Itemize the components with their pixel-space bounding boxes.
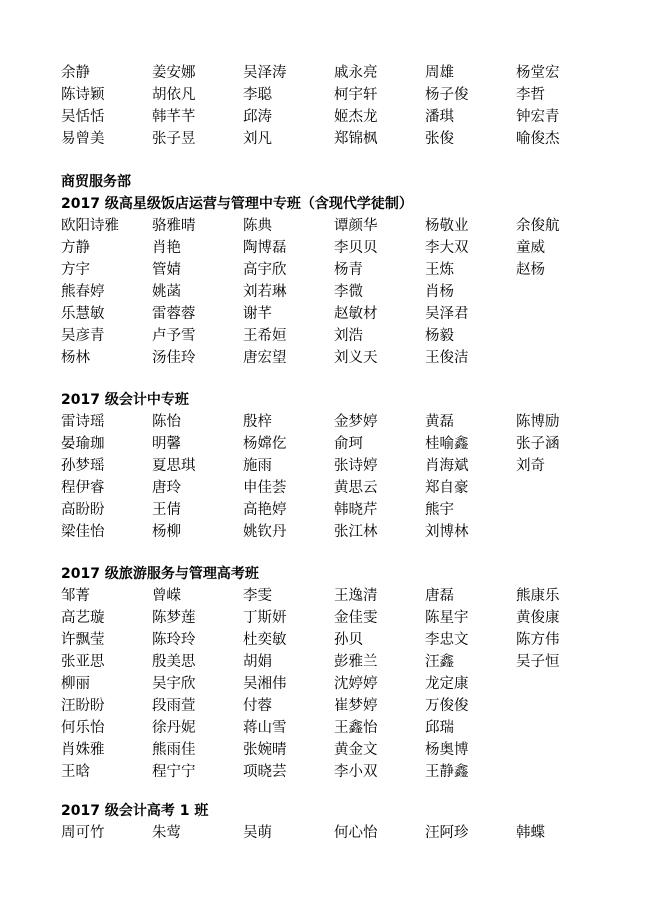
student-name: 孙贝 — [334, 632, 363, 648]
student-name: 杨子俊 — [425, 87, 469, 103]
student-name: 李大双 — [425, 240, 469, 256]
student-name: 张子昱 — [152, 131, 196, 147]
name-row — [61, 62, 641, 84]
student-name: 熊康乐 — [516, 588, 560, 604]
student-name: 俞珂 — [334, 436, 363, 452]
student-name: 汤佳玲 — [152, 350, 196, 366]
student-name: 郑自豪 — [425, 480, 469, 496]
class-heading: 2017 级会计高考 1 班 — [61, 803, 209, 819]
student-name: 韩芊芊 — [152, 109, 196, 125]
student-name: 唐玲 — [152, 480, 181, 496]
name-row — [61, 215, 641, 237]
name-row — [61, 281, 641, 303]
student-name: 熊春婷 — [61, 284, 105, 300]
student-name: 周雄 — [425, 65, 454, 81]
name-row — [61, 455, 641, 477]
student-name: 胡娟 — [243, 654, 272, 670]
department-heading: 商贸服务部 — [61, 174, 131, 190]
student-name: 明馨 — [152, 436, 181, 452]
name-row — [61, 347, 641, 369]
name-row — [61, 325, 641, 347]
student-name: 郑锦枫 — [334, 131, 378, 147]
student-name: 杨林 — [61, 350, 90, 366]
student-name: 付蓉 — [243, 698, 272, 714]
student-name: 周可竹 — [61, 825, 105, 841]
student-name: 李哲 — [516, 87, 545, 103]
name-row — [61, 651, 641, 673]
student-name: 戚永亮 — [334, 65, 378, 81]
student-name: 易曾美 — [61, 131, 105, 147]
class-heading: 2017 级旅游服务与管理高考班 — [61, 566, 259, 582]
student-name: 张子涵 — [516, 436, 560, 452]
student-name: 刘浩 — [334, 328, 363, 344]
student-name: 乐慧敏 — [61, 306, 105, 322]
student-name: 黄思云 — [334, 480, 378, 496]
student-name: 汪盼盼 — [61, 698, 105, 714]
student-name: 杨柳 — [152, 524, 181, 540]
student-name: 黄磊 — [425, 414, 454, 430]
student-name: 吴宇欣 — [152, 676, 196, 692]
student-name: 彭雅兰 — [334, 654, 378, 670]
student-name: 李微 — [334, 284, 363, 300]
student-name: 汪鑫 — [425, 654, 454, 670]
name-row — [61, 477, 641, 499]
student-name: 李雯 — [243, 588, 272, 604]
name-row — [61, 237, 641, 259]
student-name: 韩晓芹 — [334, 502, 378, 518]
student-name: 陶博磊 — [243, 240, 287, 256]
name-row — [61, 84, 641, 106]
student-name: 金佳雯 — [334, 610, 378, 626]
student-name: 段雨萱 — [152, 698, 196, 714]
student-name: 邹菁 — [61, 588, 90, 604]
student-name: 陈梦莲 — [152, 610, 196, 626]
student-name: 程宁宁 — [152, 764, 196, 780]
student-name: 熊宇 — [425, 502, 454, 518]
student-name: 刘凡 — [243, 131, 272, 147]
student-name: 何心怡 — [334, 825, 378, 841]
class-heading: 2017 级会计中专班 — [61, 392, 189, 408]
student-name: 王逸清 — [334, 588, 378, 604]
student-name: 杨毅 — [425, 328, 454, 344]
student-name: 张俊 — [425, 131, 454, 147]
name-row — [61, 585, 641, 607]
student-name: 王炼 — [425, 262, 454, 278]
student-name: 李小双 — [334, 764, 378, 780]
student-name: 卢予雪 — [152, 328, 196, 344]
student-name: 方静 — [61, 240, 90, 256]
student-name: 何乐怡 — [61, 720, 105, 736]
student-name: 高宇欣 — [243, 262, 287, 278]
student-name: 谭颜华 — [334, 218, 378, 234]
student-name: 李聪 — [243, 87, 272, 103]
student-name: 徐丹妮 — [152, 720, 196, 736]
name-row — [61, 259, 641, 281]
student-name: 高艺璇 — [61, 610, 105, 626]
student-name: 唐宏望 — [243, 350, 287, 366]
student-name: 肖艳 — [152, 240, 181, 256]
student-name: 唐磊 — [425, 588, 454, 604]
student-name: 黄俊康 — [516, 610, 560, 626]
student-name: 张亚思 — [61, 654, 105, 670]
student-name: 崔梦婷 — [334, 698, 378, 714]
student-name: 项晓芸 — [243, 764, 287, 780]
student-name: 肖姝雅 — [61, 742, 105, 758]
student-name: 刘博林 — [425, 524, 469, 540]
student-name: 杜奕敏 — [243, 632, 287, 648]
student-name: 刘若琳 — [243, 284, 287, 300]
student-name: 邱涛 — [243, 109, 272, 125]
student-name: 邱瑞 — [425, 720, 454, 736]
student-name: 汪阿珍 — [425, 825, 469, 841]
student-name: 王晗 — [61, 764, 90, 780]
student-name: 方宇 — [61, 262, 90, 278]
student-name: 姚菡 — [152, 284, 181, 300]
name-row — [61, 629, 641, 651]
name-row — [61, 717, 641, 739]
student-name: 吴湘伟 — [243, 676, 287, 692]
student-name: 黄金文 — [334, 742, 378, 758]
name-row — [61, 695, 641, 717]
student-name: 钟宏青 — [516, 109, 560, 125]
student-name: 孙梦瑶 — [61, 458, 105, 474]
student-name: 陈怡 — [152, 414, 181, 430]
student-name: 张诗婷 — [334, 458, 378, 474]
student-name: 杨敬业 — [425, 218, 469, 234]
student-name: 杨奥博 — [425, 742, 469, 758]
name-row — [61, 411, 641, 433]
student-name: 蒋山雪 — [243, 720, 287, 736]
student-name: 喻俊杰 — [516, 131, 560, 147]
name-row — [61, 128, 641, 150]
student-name: 欧阳诗雅 — [61, 218, 119, 234]
student-name: 万俊俊 — [425, 698, 469, 714]
student-name: 陈方伟 — [516, 632, 560, 648]
student-name: 张江林 — [334, 524, 378, 540]
name-row — [61, 433, 641, 455]
student-name: 潘琪 — [425, 109, 454, 125]
student-name: 王希姮 — [243, 328, 287, 344]
student-name: 陈玲玲 — [152, 632, 196, 648]
name-row — [61, 607, 641, 629]
student-name: 肖杨 — [425, 284, 454, 300]
student-name: 赵敏材 — [334, 306, 378, 322]
student-name: 韩蝶 — [516, 825, 545, 841]
student-name: 余静 — [61, 65, 90, 81]
student-name: 赵杨 — [516, 262, 545, 278]
student-name: 胡依凡 — [152, 87, 196, 103]
student-name: 杨嫦仡 — [243, 436, 287, 452]
student-name: 李忠文 — [425, 632, 469, 648]
student-name: 姜安娜 — [152, 65, 196, 81]
student-name: 施雨 — [243, 458, 272, 474]
student-name: 熊雨佳 — [152, 742, 196, 758]
student-name: 金梦婷 — [334, 414, 378, 430]
student-name: 雷诗瑶 — [61, 414, 105, 430]
student-name: 许飘莹 — [61, 632, 105, 648]
class-heading: 2017 级高星级饭店运营与管理中专班（含现代学徒制） — [61, 196, 413, 212]
student-name: 陈典 — [243, 218, 272, 234]
student-name: 柳丽 — [61, 676, 90, 692]
student-name: 晏瑜珈 — [61, 436, 105, 452]
student-name: 童威 — [516, 240, 545, 256]
name-row — [61, 739, 641, 761]
student-name: 桂喻鑫 — [425, 436, 469, 452]
student-name: 姚钦丹 — [243, 524, 287, 540]
student-name: 龙定康 — [425, 676, 469, 692]
student-name: 曾嵘 — [152, 588, 181, 604]
student-name: 吴彦青 — [61, 328, 105, 344]
student-name: 程伊睿 — [61, 480, 105, 496]
student-name: 杨青 — [334, 262, 363, 278]
student-name: 陈诗颖 — [61, 87, 105, 103]
student-name: 柯宇轩 — [334, 87, 378, 103]
student-name: 杨堂宏 — [516, 65, 560, 81]
name-row — [61, 303, 641, 325]
name-row — [61, 822, 641, 844]
student-name: 王倩 — [152, 502, 181, 518]
student-name: 姬杰龙 — [334, 109, 378, 125]
student-name: 王鑫怡 — [334, 720, 378, 736]
name-row — [61, 761, 641, 783]
student-name: 陈星宇 — [425, 610, 469, 626]
student-name: 陈博励 — [516, 414, 560, 430]
student-name: 张婉晴 — [243, 742, 287, 758]
student-name: 沈婷婷 — [334, 676, 378, 692]
student-name: 高盼盼 — [61, 502, 105, 518]
student-name: 朱莺 — [152, 825, 181, 841]
student-name: 吴恬恬 — [61, 109, 105, 125]
student-name: 骆雅晴 — [152, 218, 196, 234]
student-name: 殷美思 — [152, 654, 196, 670]
name-row — [61, 499, 641, 521]
student-name: 王静鑫 — [425, 764, 469, 780]
student-name: 肖海斌 — [425, 458, 469, 474]
name-row — [61, 521, 641, 543]
student-name: 吴萌 — [243, 825, 272, 841]
student-name: 吴泽君 — [425, 306, 469, 322]
student-name: 夏思琪 — [152, 458, 196, 474]
student-name: 李贝贝 — [334, 240, 378, 256]
student-name: 高艳婷 — [243, 502, 287, 518]
student-name: 梁佳怡 — [61, 524, 105, 540]
student-name: 吴子恒 — [516, 654, 560, 670]
name-row — [61, 106, 641, 128]
name-row — [61, 673, 641, 695]
student-name: 管婧 — [152, 262, 181, 278]
student-name: 王俊洁 — [425, 350, 469, 366]
student-name: 刘义天 — [334, 350, 378, 366]
student-name: 申佳荟 — [243, 480, 287, 496]
student-name: 刘奇 — [516, 458, 545, 474]
student-name: 谢芊 — [243, 306, 272, 322]
student-name: 殷梓 — [243, 414, 272, 430]
student-name: 丁斯妍 — [243, 610, 287, 626]
student-name: 余俊航 — [516, 218, 560, 234]
student-name: 雷蓉蓉 — [152, 306, 196, 322]
student-name: 吴泽涛 — [243, 65, 287, 81]
